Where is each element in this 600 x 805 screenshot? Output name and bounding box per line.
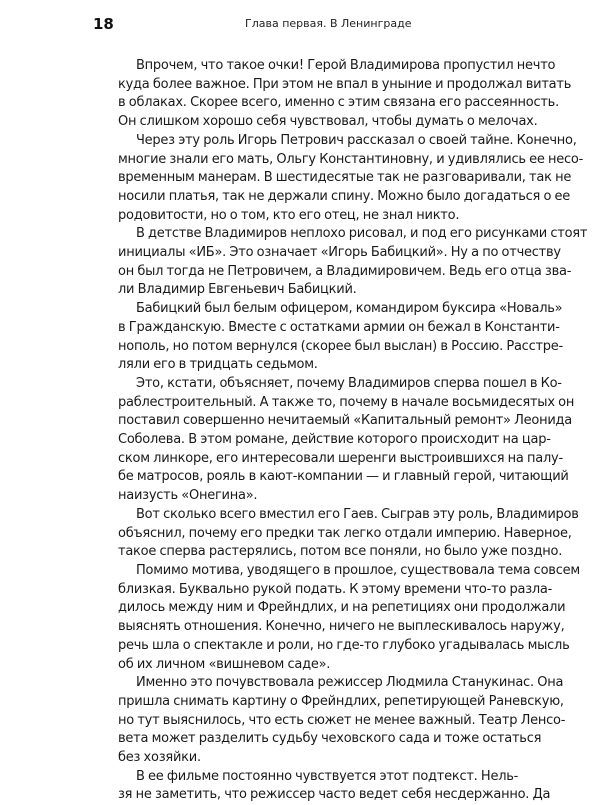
text-line: носили платья, так не держали спину. Можно было догадаться о ее <box>118 188 571 204</box>
text-line: инициалы «ИБ». Это означает «Игорь Бабицкий». Ну а по отчеству <box>118 245 561 261</box>
text-line: в Гражданскую. Вместе с остатками армии он бежал в Константи- <box>118 319 560 335</box>
paragraph <box>118 375 575 506</box>
text-line: ляли его в тридцать седьмом. <box>118 357 318 373</box>
text-line: об их личном «вишневом саде». <box>118 656 331 672</box>
text-line: выяснять отношения. Конечно, ничего не выплескивалось наружу, <box>118 619 565 635</box>
text-line: бе матросов, рояль в кают-компании — и главный герой, читающий <box>118 469 569 485</box>
text-line: Именно это почувствовала режиссер Людмила Станукинас. Она <box>136 675 564 691</box>
text-line: близкая. Буквально рукой подать. К этому времени что-то разла- <box>118 581 553 597</box>
text-line: Впрочем, что такое очки! Герой Владимирова пропустил нечто <box>136 58 556 73</box>
text-line: объяснил, почему его предки так легко отдали империю. Наверное, <box>118 525 572 541</box>
text-line: Вот сколько всего вместил его Гаев. Сыграв эту роль, Владимиров <box>136 506 579 522</box>
text-line: такое сперва растерялись, потом все поняли, но было уже поздно. <box>118 544 563 560</box>
text-line: Через эту роль Игорь Петрович рассказал о своей тайне. Конечно, <box>136 132 577 148</box>
text-line: зя не заметить, что режиссер часто ведет себя несдержанно. Да <box>118 787 551 803</box>
text-line: Это, кстати, объясняет, почему Владимиров сперва пошел в Ко- <box>136 375 562 391</box>
text-line: но тут выяснилось, что есть сюжет не менее важный. Театр Ленсо- <box>118 712 566 728</box>
paragraph <box>118 57 572 132</box>
text-line: речь шла о спектакле и роли, но где-то глубоко угадывалась мысль <box>118 637 570 653</box>
text-line: ском линкоре, его интересовали шеренги выстроившихся на палу- <box>118 450 563 466</box>
text-line: многие знали его мать, Ольгу Константиновну, и удивлялись ее несо- <box>118 151 584 167</box>
paragraph <box>118 562 580 674</box>
text-line: поставил совершенно нечитаемый «Капитальный ремонт» Леонида <box>118 413 572 429</box>
running-head: Глава первая. В Ленинграде <box>245 17 412 30</box>
text-line: куда более важное. При этом не впал в уныние и продолжал витать <box>118 76 572 92</box>
paragraph <box>118 506 579 562</box>
text-line: Помимо мотива, уводящего в прошлое, существовала тема совсем <box>136 562 580 578</box>
text-line: он был тогда не Петровичем, а Владимировичем. Ведь его отца зва- <box>118 263 572 279</box>
paragraph <box>118 225 588 300</box>
text-line: без хозяйки. <box>118 750 201 766</box>
text-line: в облаках. Скорее всего, именно с этим связана его рассеянность. <box>118 95 559 111</box>
text-line: нополь, но потом вернулся (скорее был выслан) в Россию. Расстре- <box>118 338 563 354</box>
body-text <box>118 57 588 805</box>
text-line: дилось между ним и Фрейндлих, и на репетициях они продолжали <box>118 600 566 616</box>
text-line: Он слишком хорошо себя чувствовал, чтобы думать о мелочах. <box>118 114 538 130</box>
text-line: В детстве Владимиров неплохо рисовал, и под его рисунками стоят <box>136 226 588 242</box>
text-line: пришла снимать картину о Фрейндлих, репетирующей Раневскую, <box>118 693 564 709</box>
paragraph <box>118 674 566 768</box>
text-line: вета может разделить судьбу чеховского сада и тоже остаться <box>118 731 542 747</box>
paragraph <box>118 132 584 226</box>
text-line: наизусть «Онегина». <box>118 488 258 504</box>
text-line: родовитости, но о том, кто его отец, не знал никто. <box>118 207 460 223</box>
text-line: ли Владимир Евгеньевич Бабицкий. <box>118 282 357 298</box>
paragraph <box>118 768 551 805</box>
text-line: временным манерам. В шестидесятые так не разговаривали, так не <box>118 170 572 186</box>
text-line: Соболева. В этом романе, действие которого происходит на цар- <box>118 432 551 448</box>
text-line: раблестроительный. А также то, почему в начале восьмидесятых он <box>118 394 575 410</box>
text-line: Бабицкий был белым офицером, командиром буксира «Новаль» <box>136 301 563 317</box>
page-number: 18 <box>93 15 114 33</box>
paragraph <box>118 300 563 375</box>
text-line: В ее фильме постоянно чувствуется этот подтекст. Нель- <box>136 768 519 784</box>
